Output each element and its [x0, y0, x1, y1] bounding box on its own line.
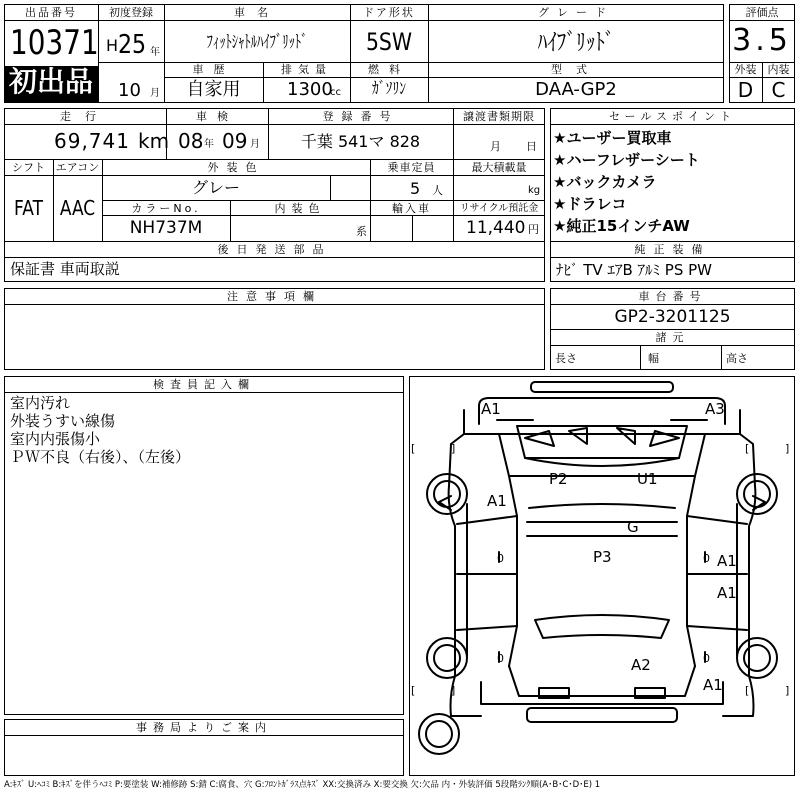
svg-text:0: 0	[497, 552, 504, 565]
equipment-value: ﾅﾋﾞ TV ｴｱB ｱﾙﾐ PS PW	[556, 261, 712, 279]
inspection-label: 車検	[196, 110, 238, 123]
door-type-label: ドア形状	[363, 6, 415, 19]
registration-label: 初度登録	[109, 6, 153, 19]
legend-text: A:ｷｽﾞ U:ﾍｺﾐ B:ｷｽﾞを伴うﾍｺﾐ P:要塗装 W:補修跡 S:錆 C:腐食、穴 G:ﾌﾛﾝﾄｶﾞﾗｽ点ｷｽﾞ XX:交換済み X:要交換 欠:欠品 内・外装評価 5段階ﾗﾝｸ順(A･B･C･D･E) 1	[4, 780, 601, 790]
reg-era: H	[106, 36, 119, 55]
sales-point-item: ★純正15インチAW	[553, 217, 690, 235]
fuel-value: ｶﾞｿﾘﾝ	[372, 79, 406, 99]
history-value: 自家用	[186, 79, 241, 100]
damage-mark: A3	[705, 400, 725, 418]
plate-label: 登録番号	[322, 110, 399, 123]
shift-label: シフト	[12, 161, 45, 174]
svg-text:]: ]	[451, 684, 456, 697]
aircon-label: エアコン	[55, 161, 100, 174]
lot-number: 10371	[10, 23, 99, 63]
spec-height: 高さ	[726, 352, 748, 365]
mileage-value: 69,741	[54, 129, 130, 153]
mileage-unit: km	[138, 129, 170, 153]
inspector-line: 室内汚れ	[10, 394, 71, 412]
spec-length: 長さ	[555, 352, 577, 365]
inspector-line: 外装うすい線傷	[10, 412, 116, 430]
reg-month-unit: 月	[150, 88, 160, 99]
capacity-label: 乗車定員	[387, 161, 436, 174]
sales-points-label: セールスポイント	[608, 110, 736, 123]
interior-score: C	[771, 78, 786, 102]
sales-point-item: ★ドラレコ	[553, 195, 627, 213]
max-load-unit: kg	[528, 185, 541, 196]
color-no-label: カラーNo.	[131, 202, 201, 215]
import-label: 輸入車	[392, 202, 431, 215]
inspector-line: 室内内張傷小	[10, 430, 101, 448]
car-damage-diagram	[409, 376, 795, 776]
model-type-label: 型式	[551, 63, 601, 76]
door-type: 5SW	[365, 28, 413, 56]
damage-mark: G	[627, 518, 639, 536]
car-name: ﾌｨｯﾄｼｬﾄﾙﾊｲﾌﾞﾘｯﾄﾞ	[206, 32, 308, 53]
damage-mark: P3	[593, 548, 612, 566]
capacity-value: 5	[410, 179, 421, 198]
exterior-score: D	[737, 78, 754, 102]
fuel-label: 燃料	[368, 63, 410, 76]
displacement-unit: cc	[330, 87, 341, 98]
office-label: 事務局よりご案内	[136, 721, 272, 734]
sales-point-item: ★ユーザー買取車	[553, 129, 672, 147]
exterior-score-label: 外装	[734, 63, 757, 76]
recycle-label: リサイクル預託金	[459, 203, 539, 214]
car-name-label: 車名	[234, 6, 280, 19]
displacement-value: 1300	[287, 79, 333, 100]
inspection-month: 09	[222, 129, 248, 153]
plate-value: 千葉 541マ 828	[300, 132, 421, 151]
recycle-value: 11,440	[466, 218, 526, 238]
svg-text:[: [	[411, 442, 416, 455]
capacity-unit: 人	[432, 184, 443, 197]
reg-year: 25	[118, 30, 147, 60]
chassis-label: 車台番号	[638, 290, 707, 303]
mileage-label: 走行	[60, 110, 110, 123]
model-type-value: DAA-GP2	[535, 79, 617, 100]
damage-mark: P2	[549, 470, 568, 488]
damage-mark: A1	[703, 676, 723, 694]
svg-text:[: [	[411, 684, 416, 697]
color-no-value: NH737M	[129, 218, 203, 238]
inspection-month-unit: 月	[250, 139, 260, 150]
damage-mark: U1	[637, 470, 658, 488]
svg-text:0: 0	[703, 552, 710, 565]
later-parts-value: 保証書 車両取説	[10, 260, 120, 278]
score-value: 3.5	[732, 23, 792, 58]
later-parts-label: 後日発送部品	[217, 243, 332, 256]
transfer-label: 譲渡書類期限	[463, 110, 535, 123]
first-listing-text: 初出品	[8, 65, 93, 98]
shift-value: FAT	[14, 196, 43, 220]
recycle-unit: 円	[528, 223, 539, 236]
spec-width: 幅	[648, 352, 659, 365]
svg-text:[: [	[745, 684, 750, 697]
sales-point-item: ★ハーフレザーシート	[553, 151, 700, 169]
displacement-label: 排気量	[281, 63, 332, 76]
specs-label: 諸元	[655, 331, 690, 344]
damage-mark: A2	[631, 656, 651, 674]
interior-color-label: 内装色	[274, 202, 326, 215]
interior-score-label: 内装	[767, 63, 790, 76]
grade-value: ﾊｲﾌﾞﾘｯﾄﾞ	[537, 28, 615, 56]
svg-text:0: 0	[703, 652, 710, 665]
reg-year-unit: 年	[150, 47, 160, 58]
damage-mark: A1	[717, 584, 737, 602]
reg-month: 10	[118, 80, 141, 101]
inspector-line: ＰＷ不良（右後）、（左後）	[10, 448, 191, 466]
exterior-color-label: 外装色	[207, 161, 265, 174]
history-label: 車歴	[192, 63, 235, 76]
sales-point-item: ★バックカメラ	[553, 173, 657, 191]
grade-label: グレード	[538, 6, 614, 19]
exterior-color-value: グレー	[191, 178, 240, 197]
lot-label: 出品番号	[25, 6, 77, 19]
damage-mark: A1	[487, 492, 507, 510]
inspection-year: 08	[178, 129, 204, 153]
svg-text:]: ]	[785, 442, 790, 455]
transfer-day-unit: 日	[526, 140, 537, 153]
transfer-month-unit: 月	[490, 140, 501, 153]
svg-text:0: 0	[497, 652, 504, 665]
aircon-value: AAC	[59, 196, 96, 220]
max-load-label: 最大積載量	[471, 161, 527, 174]
svg-text:]: ]	[785, 684, 790, 697]
damage-mark: A1	[481, 400, 501, 418]
interior-color-unit: 系	[356, 225, 367, 238]
inspection-year-unit: 年	[204, 139, 214, 150]
damage-mark: A1	[717, 552, 737, 570]
equipment-label: 純正装備	[634, 243, 711, 256]
score-label: 評価点	[745, 6, 779, 19]
svg-text:[: [	[745, 442, 750, 455]
inspector-label: 検査員記入欄	[153, 378, 255, 391]
svg-text:]: ]	[451, 442, 456, 455]
chassis-value: GP2-3201125	[614, 307, 731, 327]
notes-label: 注意事項欄	[227, 290, 322, 303]
